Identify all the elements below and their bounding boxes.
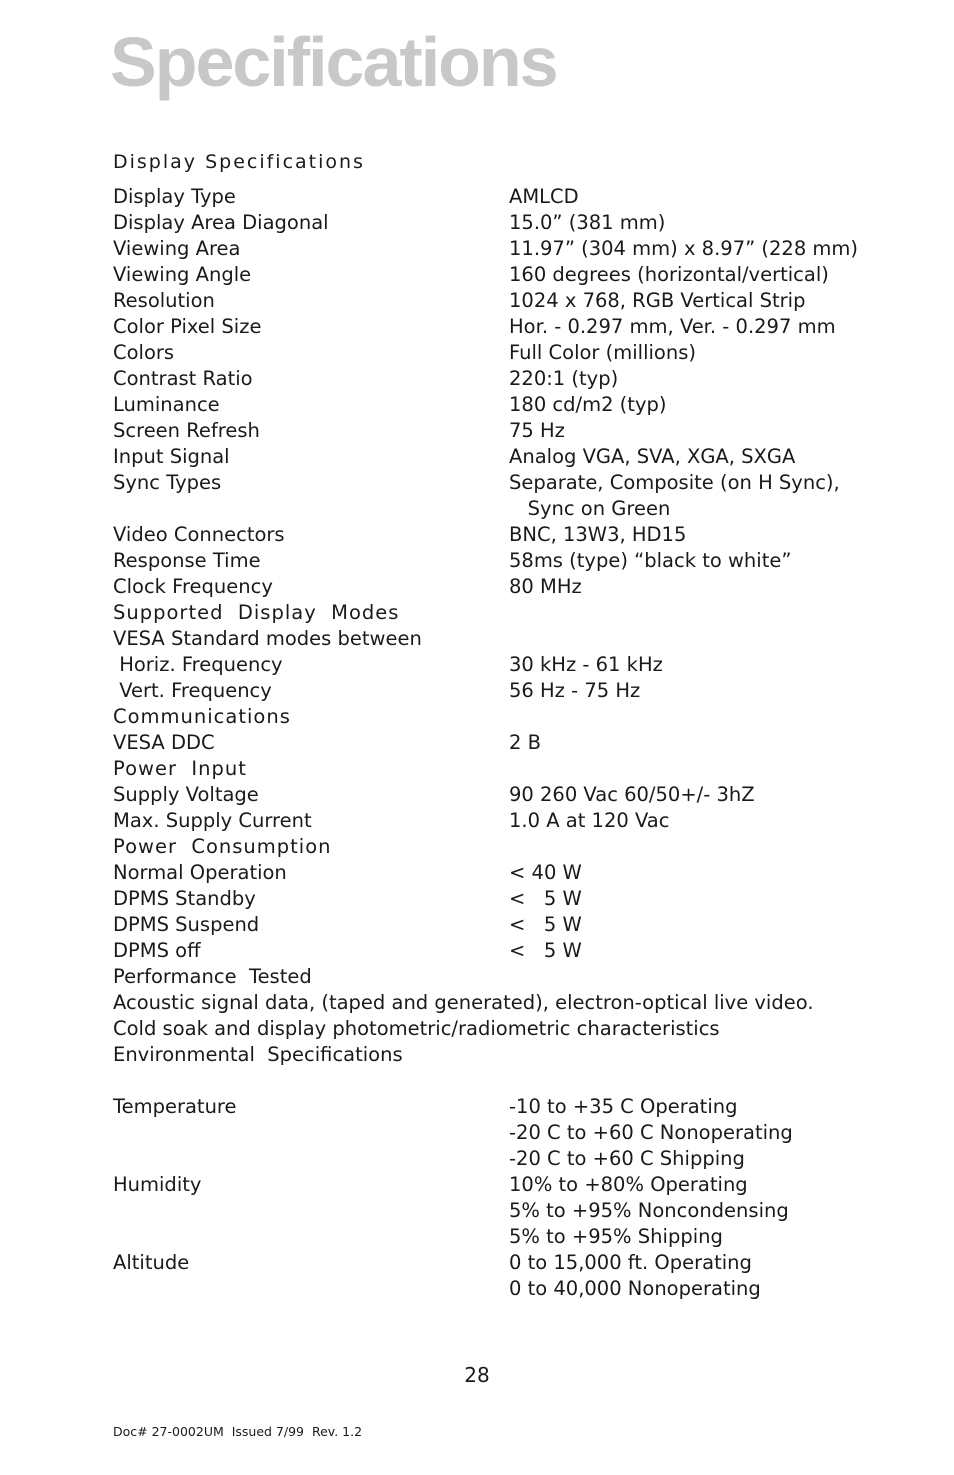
spec-list [113, 184, 913, 1302]
performance-text: Acoustic signal data, (taped and generated), electron-optical live video. [113, 991, 814, 1014]
spec-row-screen-refresh [113, 418, 913, 444]
spec-value: Sync on Green [509, 497, 671, 520]
spec-row-viewing-angle [113, 262, 913, 288]
spec-row-sync-types-continued [113, 496, 913, 522]
spec-value: 0 to 40,000 Nonoperating [509, 1277, 761, 1300]
env-row-humidity [113, 1172, 913, 1198]
spec-label: Colors [113, 341, 175, 364]
spec-value: < 5 W [509, 939, 582, 962]
spec-value: 220:1 (typ) [509, 367, 619, 390]
spec-value: < 5 W [509, 913, 582, 936]
spec-row-vesa-ddc [113, 730, 913, 756]
spec-subheading-power-input [113, 756, 913, 782]
spec-value: 11.97” (304 mm) x 8.97” (228 mm) [509, 237, 859, 260]
spec-label: Resolution [113, 289, 215, 312]
spec-value: < 5 W [509, 887, 582, 910]
spec-label: Temperature [113, 1095, 237, 1118]
spec-subheading: Supported Display Modes [113, 601, 400, 624]
performance-line-cold-soak [113, 1016, 913, 1042]
spec-label: Display Area Diagonal [113, 211, 329, 234]
spec-label: VESA DDC [113, 731, 215, 754]
page-number: 28 [464, 1363, 490, 1387]
spec-row-viewing-area [113, 236, 913, 262]
spec-row-video-connectors [113, 522, 913, 548]
spec-label: Vert. Frequency [113, 679, 272, 702]
spec-label: Response Time [113, 549, 261, 572]
spec-subheading-supported-display-modes [113, 600, 913, 626]
env-row-humidity-shipping [113, 1224, 913, 1250]
spec-subheading: Environmental Specifications [113, 1043, 403, 1066]
spec-value: 1024 x 768, RGB Vertical Strip [509, 289, 806, 312]
spec-label [113, 496, 509, 522]
spec-label: DPMS Suspend [113, 913, 260, 936]
spec-subheading-performance-tested [113, 964, 913, 990]
section-header-display-specifications: Display Specifications [113, 151, 365, 173]
env-row-humidity-noncondensing [113, 1198, 913, 1224]
spec-value: 5% to +95% Shipping [509, 1225, 723, 1248]
spec-label: Horiz. Frequency [113, 653, 283, 676]
spec-value: Hor. - 0.297 mm, Ver. - 0.297 mm [509, 315, 836, 338]
spec-value: -20 C to +60 C Nonoperating [509, 1121, 793, 1144]
spec-label: Contrast Ratio [113, 367, 253, 390]
spec-row-luminance [113, 392, 913, 418]
spec-value: AMLCD [509, 185, 579, 208]
page-title: Specifications [110, 23, 557, 101]
spec-row-resolution [113, 288, 913, 314]
spec-label [113, 1224, 509, 1250]
spec-row-supply-voltage [113, 782, 913, 808]
spec-row-max-supply-current [113, 808, 913, 834]
spec-label: Display Type [113, 185, 236, 208]
spec-label: DPMS Standby [113, 887, 256, 910]
spec-row-input-signal [113, 444, 913, 470]
spec-label [113, 1120, 509, 1146]
spec-value: Full Color (millions) [509, 341, 696, 364]
spec-value: -10 to +35 C Operating [509, 1095, 738, 1118]
spec-label [113, 1198, 509, 1224]
spec-label: Supply Voltage [113, 783, 259, 806]
spec-row-horiz-frequency [113, 652, 913, 678]
spec-value: < 40 W [509, 861, 582, 884]
spec-row-contrast-ratio [113, 366, 913, 392]
spec-value: BNC, 13W3, HD15 [509, 523, 687, 546]
spec-label: Input Signal [113, 445, 230, 468]
spec-subheading-environmental-specifications [113, 1042, 913, 1068]
spec-label: Color Pixel Size [113, 315, 262, 338]
performance-line-acoustic [113, 990, 913, 1016]
spec-subheading: Communications [113, 705, 291, 728]
env-row-temperature-shipping [113, 1146, 913, 1172]
spec-label: Video Connectors [113, 523, 285, 546]
spec-row-sync-types [113, 470, 913, 496]
spec-label: Viewing Angle [113, 263, 252, 286]
spec-label: Humidity [113, 1173, 202, 1196]
spec-subheading: Power Input [113, 757, 247, 780]
performance-text: Cold soak and display photometric/radiometric characteristics [113, 1017, 720, 1040]
spec-label: Luminance [113, 393, 220, 416]
spec-label: Max. Supply Current [113, 809, 312, 832]
spec-row-clock-frequency [113, 574, 913, 600]
spec-row-vesa-standard-modes [113, 626, 913, 652]
spec-row-vert-frequency [113, 678, 913, 704]
spec-row-display-type [113, 184, 913, 210]
spec-value: 80 MHz [509, 575, 582, 598]
spec-value: 180 cd/m2 (typ) [509, 393, 667, 416]
spec-subheading: Power Consumption [113, 835, 332, 858]
spec-label: Clock Frequency [113, 575, 273, 598]
spec-row-dpms-suspend [113, 912, 913, 938]
spacer [113, 1068, 913, 1094]
env-row-altitude-nonoperating [113, 1276, 913, 1302]
spec-label: VESA Standard modes between [113, 627, 422, 650]
spec-label: Sync Types [113, 471, 222, 494]
spec-value: 160 degrees (horizontal/vertical) [509, 263, 829, 286]
spec-value: 2 B [509, 731, 541, 754]
spec-label: Viewing Area [113, 237, 241, 260]
spec-label: DPMS off [113, 939, 201, 962]
spec-subheading-power-consumption [113, 834, 913, 860]
spec-value: Analog VGA, SVA, XGA, SXGA [509, 445, 796, 468]
spec-row-dpms-off [113, 938, 913, 964]
spec-value: 1.0 A at 120 Vac [509, 809, 670, 832]
spec-row-color-pixel-size [113, 314, 913, 340]
spec-label: Normal Operation [113, 861, 287, 884]
spec-subheading: Performance Tested [113, 965, 312, 988]
spec-value: 75 Hz [509, 419, 565, 442]
spec-value: 10% to +80% Operating [509, 1173, 748, 1196]
spec-value: Separate, Composite (on H Sync), [509, 471, 840, 494]
spec-row-response-time [113, 548, 913, 574]
spec-label [113, 1146, 509, 1172]
spec-value: 56 Hz - 75 Hz [509, 679, 641, 702]
spec-value: 5% to +95% Noncondensing [509, 1199, 789, 1222]
spec-row-colors [113, 340, 913, 366]
env-row-temperature [113, 1094, 913, 1120]
spec-value: 58ms (type) “black to white” [509, 549, 792, 572]
spec-value: 15.0” (381 mm) [509, 211, 666, 234]
spec-label [113, 1276, 509, 1302]
spec-label: Screen Refresh [113, 419, 260, 442]
spec-row-dpms-standby [113, 886, 913, 912]
document-footer: Doc# 27-0002UM Issued 7/99 Rev. 1.2 [113, 1424, 363, 1439]
spec-row-normal-operation [113, 860, 913, 886]
spec-value: -20 C to +60 C Shipping [509, 1147, 745, 1170]
env-row-altitude [113, 1250, 913, 1276]
spec-value: 30 kHz - 61 kHz [509, 653, 663, 676]
spec-row-display-area-diagonal [113, 210, 913, 236]
spec-value: 90 260 Vac 60/50+/- 3hZ [509, 783, 755, 806]
spec-subheading-communications [113, 704, 913, 730]
spec-label: Altitude [113, 1251, 190, 1274]
env-row-temperature-nonoperating [113, 1120, 913, 1146]
spec-value: 0 to 15,000 ft. Operating [509, 1251, 752, 1274]
